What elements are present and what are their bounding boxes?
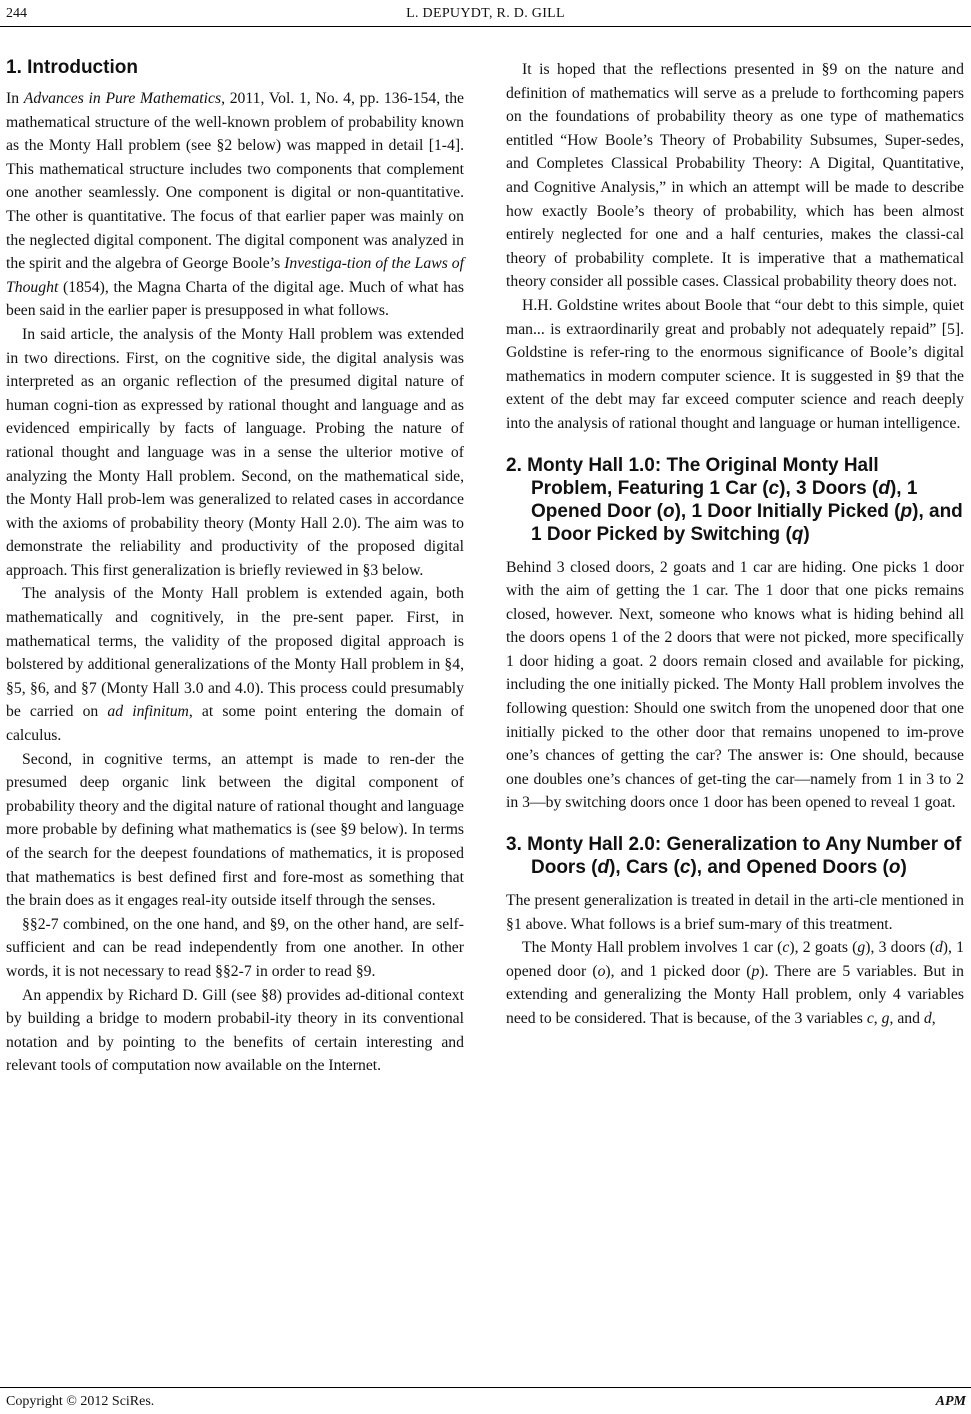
section-2-title: 2. Monty Hall 1.0: The Original Monty Hall Problem, Featuring 1 Car (c), 3 Doors (d), 1 Opened Door (o), 1 Door Initially Picked (p), and 1 Door Picked by Switching (q)	[506, 454, 963, 545]
section-1-paragraph-3: The analysis of the Monty Hall problem is extended again, both mathematically and cognitively, in the pre-sent paper. First, in mathematical terms, the validity of the proposed digital approach is bolstered by additional generalizations of the Monty Hall problem in §4, §5, §6, and §7 (Monty Hall 3.0 and 4.0). This process could presumably be carried on ad infinitum, at some point entering the domain of calculus.	[6, 585, 465, 745]
left-column	[6, 56, 464, 1078]
section-1-paragraph-7: It is hoped that the reflections presented in §9 on the nature and definition of mathematics will serve as a prelude to forthcoming papers on the foundations of probability theory as one type of mathematics entitled “How Boole’s Theory of Probability Subsumes, Super-sedes, and Completes Classical Probability Theory: A Digital, Quantitative, and Cognitive Analysis,” in which an attempt will be made to describe how exactly Boole’s theory of probability, which has been almost entirely neglected for one and a half centuries, makes the classi-cal theory of probability complete. It is imperative that a mathematical theory consider all possible cases. Classical probability theory does not.	[506, 61, 964, 291]
section-2-paragraph-1: Behind 3 closed doors, 2 goats and 1 car are hiding. One picks 1 door with the aim of getting the 1 car. The 1 door that one picks remains closed, however. Next, someone who knows what is hiding behind all the doors opens 1 of the 2 doors that were not picked, more specifically 1 door hiding a goat. 2 doors remain closed and available for picking, including the one initially picked. The Monty Hall problem involves the following question: Should one switch from the unopened door that one initially picked to the other door that remains unopened to im-prove one’s chances of getting the car? The answer is: One should, because one doubles one’s chances of get-ting the car—namely from 1 in 3 to 2 in 3—by switching doors once 1 door has been opened to reveal 1 goat.	[506, 558, 964, 812]
footer-rule	[0, 1387, 971, 1388]
section-1-paragraph-4: Second, in cognitive terms, an attempt is made to ren-der the presumed deep organic link between the digital component of probability theory and the digital nature of rational thought and language more probable by defining what mathematics is (see §9 below). In terms of the search for the deepest foundations of mathematics, it is proposed that mathematics is best defined first and fore-most as something that the brain does as it engages real-ity outside itself through the senses.	[6, 750, 464, 910]
header-rule	[0, 26, 971, 27]
section-1-paragraph-1: In Advances in Pure Mathematics, 2011, Vol. 1, No. 4, pp. 136-154, the mathematical structure of the well-known problem of probability known as the Monty Hall problem (see §2 below) was mapped in detail [1-4]. This mathematical structure includes two components that complement one another seamlessly. One component is digital or non-quantitative. The other is quantitative. The focus of that earlier paper was mainly on the neglected digital component. The digital component was analyzed in the spirit and the algebra of George Boole’s Investiga-tion of the Laws of Thought (1854), the Magna Charta of the digital age. Much of what has been said in the earlier paper is presupposed in what follows.	[6, 90, 464, 320]
running-title: L. DEPUYDT, R. D. GILL	[406, 6, 565, 21]
section-1-paragraph-2: In said article, the analysis of the Monty Hall problem was extended in two directions. First, on the cognitive side, the digital analysis was interpreted as an organic reflection of the presumed digital nature of human cogni-tion as expressed by rational thought and language and as evidenced empirically by facts of language. Probing the nature of rational thought and language was in a sense the ulterior motive of analyzing the Monty Hall problem. Second, on the mathematical side, the Monty Hall prob-lem was generalized to related cases in accordance with the axioms of probability theory (Monty Hall 2.0). The aim was to demonstrate the reliability and productivity of the proposed digital approach. This first generalization is briefly reviewed in §3 below.	[6, 325, 464, 579]
section-1-paragraph-5: §§2-7 combined, on the one hand, and §9, on the other hand, are self-sufficient and can be read independently from one another. In other words, it is not necessary to read §§2-7 in order to read §9.	[6, 915, 464, 980]
section-3-paragraph-1: The present generalization is treated in detail in the arti-cle mentioned in §1 above. What follows is a brief sum-mary of this treatment.	[506, 892, 964, 933]
copyright-notice: Copyright © 2012 SciRes.	[6, 1394, 155, 1409]
page-number: 244	[6, 6, 27, 21]
section-1-title: 1. Introduction	[6, 57, 138, 78]
right-column	[506, 58, 964, 1031]
section-3-paragraph-2: The Monty Hall problem involves 1 car (c), 2 goats (g), 3 doors (d), 1 opened door (o), and 1 picked door (p). There are 5 variables. But in extending and generalizing the Monty Hall problem, only 4 variables need to be considered. That is because, of the 3 variables c, g, and d,	[506, 939, 965, 1027]
section-3-title: 3. Monty Hall 2.0: Generalization to Any Number of Doors (d), Cars (c), and Opened Doors (o)	[506, 834, 962, 879]
page-header	[0, 6, 971, 26]
page-footer	[6, 1394, 966, 1410]
section-1-paragraph-8: H.H. Goldstine writes about Boole that “our debt to this simple, quiet man... is extraordinarily great and probably not adequately repaid” [5]. Goldstine is refer-ring to the enormous significance of Boole’s digital mathematics in modern computer science. It is suggested in §9 that the extent of the debt may far exceed computer science and reach deeply into the analysis of rational thought and language or human intelligence.	[506, 296, 964, 432]
section-1-paragraph-6: An appendix by Richard D. Gill (see §8) provides ad-ditional context by building a bridge to modern probabil-ity theory in its conventional notation and by pointing to the benefits of certain interesting and relevant tools of computation now available on the Internet.	[6, 986, 464, 1075]
journal-abbreviation: APM	[935, 1394, 966, 1409]
